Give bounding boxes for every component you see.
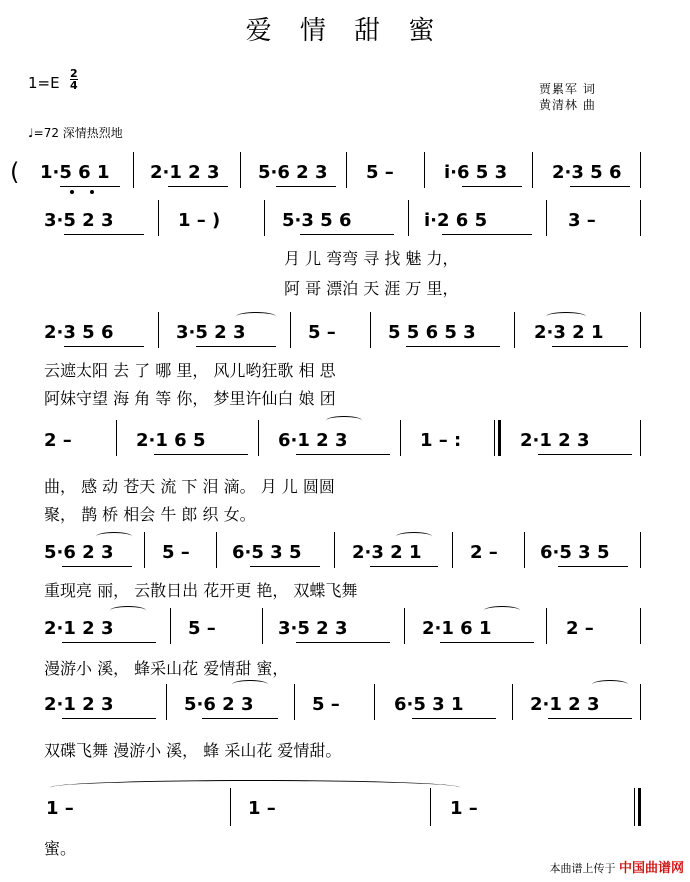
measure-20: 1 – : [420, 430, 462, 451]
beam [62, 642, 156, 643]
barline [400, 420, 401, 456]
slur [396, 532, 432, 541]
lyrics-line-2: 聚， 鹊 桥 相会 牛 郎 织 女。 [44, 505, 256, 524]
beam [64, 346, 144, 347]
beam [296, 642, 390, 643]
beam [154, 454, 248, 455]
footer-credit [549, 857, 684, 876]
measure-8: 1 – ) [178, 210, 221, 231]
time-signature: 2 4 [70, 67, 78, 92]
barline [452, 532, 453, 568]
lyrics-line-2: 阿妹守望 海 角 等 你， 梦里许仙白 娘 团 [44, 389, 336, 408]
barline [640, 200, 641, 236]
low-octave-dot [90, 190, 94, 194]
final-barline [638, 788, 641, 826]
lyrics-line-2: 阿 哥 漂泊 天 涯 万 里， [284, 279, 459, 298]
barline [640, 152, 641, 188]
measure-25: 2·3 2 1 [352, 542, 422, 563]
lyrics-line-1: 云遮太阳 去 了 哪 里， 风儿哟狂歌 相 思 [44, 361, 336, 380]
measure-19: 6·1 2 3 [278, 430, 348, 451]
measure-11: 3 – [568, 210, 596, 231]
barline [133, 152, 134, 188]
barline [514, 312, 515, 348]
barline [430, 788, 431, 826]
site-logo: 中国曲谱网 [618, 861, 684, 876]
measure-35: 5 – [312, 694, 340, 715]
composer-credit: 黄清林 曲 [539, 98, 596, 112]
barline [532, 152, 533, 188]
beam [300, 234, 394, 235]
barline [158, 312, 159, 348]
beam [250, 566, 320, 567]
barline [546, 200, 547, 236]
slur [236, 312, 276, 321]
barline [640, 684, 641, 720]
tie [50, 780, 460, 795]
slur [592, 680, 628, 689]
barline [116, 420, 117, 456]
barline [166, 684, 167, 720]
measure-21: 2·1 2 3 [520, 430, 590, 451]
beam [440, 642, 534, 643]
footer-text: 本曲谱上传于 [549, 862, 616, 875]
barline [370, 312, 371, 348]
barline [634, 788, 635, 826]
barline [334, 532, 335, 568]
measure-7: 3·5 2 3 [44, 210, 114, 231]
measure-26: 2 – [470, 542, 498, 563]
measure-32: 2 – [566, 618, 594, 639]
measure-6: 2·3 5 6 [552, 162, 622, 183]
beam [548, 718, 632, 719]
measure-13: 3·5 2 3 [176, 322, 246, 343]
beam [276, 186, 336, 187]
barline [374, 684, 375, 720]
measure-15: 5 5 6 5 3 [388, 322, 476, 343]
beam [552, 346, 628, 347]
measure-40: 1 – [450, 798, 478, 819]
lyrics-line-1: 双碟飞舞 漫游小 溪， 蜂 采山花 爱情甜。 [44, 741, 342, 760]
beam [202, 718, 278, 719]
barline [144, 532, 145, 568]
beam [296, 454, 390, 455]
barline [404, 608, 405, 644]
lyrics-line-1: 月 儿 弯弯 寻 找 魅 力， [284, 249, 459, 268]
barline [240, 152, 241, 188]
tempo-marking: ♩=72 深情热烈地 [28, 126, 123, 140]
measure-17: 2 – [44, 430, 72, 451]
barline [640, 420, 641, 456]
barline [230, 788, 231, 826]
measure-28: 2·1 2 3 [44, 618, 114, 639]
measure-39: 1 – [248, 798, 276, 819]
measure-36: 6·5 3 1 [394, 694, 464, 715]
barline [424, 152, 425, 188]
lyrics-line-1: 蜜。 [44, 839, 77, 858]
slur [232, 680, 268, 689]
measure-16: 2·3 2 1 [534, 322, 604, 343]
barline [264, 200, 265, 236]
beam [168, 186, 228, 187]
measure-30: 3·5 2 3 [278, 618, 348, 639]
measure-9: 5·3 5 6 [282, 210, 352, 231]
slur [96, 532, 132, 541]
lyricist-credit: 贾累军 词 [539, 82, 596, 96]
measure-2: 2·1 2 3 [150, 162, 220, 183]
measure-10: i·2 6 5 [424, 210, 488, 231]
barline [158, 200, 159, 236]
barline [170, 608, 171, 644]
barline [294, 684, 295, 720]
beam [442, 234, 532, 235]
beam [462, 186, 522, 187]
beam [196, 346, 276, 347]
beam [406, 346, 500, 347]
measure-24: 6·5 3 5 [232, 542, 302, 563]
beam [62, 566, 132, 567]
slur [484, 606, 520, 615]
slur [546, 312, 586, 321]
measure-22: 5·6 2 3 [44, 542, 114, 563]
measure-27: 6·5 3 5 [540, 542, 610, 563]
barline [216, 532, 217, 568]
beam [570, 186, 630, 187]
measure-23: 5 – [162, 542, 190, 563]
barline [512, 684, 513, 720]
measure-37: 2·1 2 3 [530, 694, 600, 715]
measure-31: 2·1 6 1 [422, 618, 492, 639]
lyrics-line-1: 漫游小 溪， 蜂采山花 爱情甜 蜜， [44, 659, 289, 678]
song-title: 爱 情 甜 蜜 [245, 16, 445, 46]
beam [538, 454, 632, 455]
beam [62, 718, 156, 719]
key-signature: 1=E [28, 74, 60, 92]
slur [326, 416, 362, 425]
measure-33: 2·1 2 3 [44, 694, 114, 715]
lyrics-line-1: 重现亮 丽， 云散日出 花开更 艳， 双蝶飞舞 [44, 581, 358, 600]
barline [524, 532, 525, 568]
measure-38: 1 – [46, 798, 74, 819]
lyrics-line-1: 曲， 感 动 苍天 流 下 泪 滴。 月 儿 圆圆 [44, 477, 335, 496]
measure-5: i·6 5 3 [444, 162, 508, 183]
measure-34: 5·6 2 3 [184, 694, 254, 715]
measure-4: 5 – [366, 162, 394, 183]
measure-29: 5 – [188, 618, 216, 639]
measure-18: 2·1 6 5 [136, 430, 206, 451]
barline [258, 420, 259, 456]
barline [640, 312, 641, 348]
measure-14: 5 – [308, 322, 336, 343]
repeat-barline [498, 420, 501, 456]
low-octave-dot [70, 190, 74, 194]
barline [346, 152, 347, 188]
barline [640, 608, 641, 644]
repeat-open-paren: ( [10, 158, 20, 186]
barline [408, 200, 409, 236]
measure-12: 2·3 5 6 [44, 322, 114, 343]
measure-1: 1·5 6 1 [40, 162, 110, 183]
barline [640, 532, 641, 568]
beam [64, 234, 144, 235]
beam [370, 566, 438, 567]
barline [494, 420, 495, 456]
beam [412, 718, 496, 719]
measure-3: 5·6 2 3 [258, 162, 328, 183]
barline [546, 608, 547, 644]
slur [110, 606, 146, 615]
barline [262, 608, 263, 644]
barline [290, 312, 291, 348]
beam [60, 186, 120, 187]
beam [558, 566, 628, 567]
